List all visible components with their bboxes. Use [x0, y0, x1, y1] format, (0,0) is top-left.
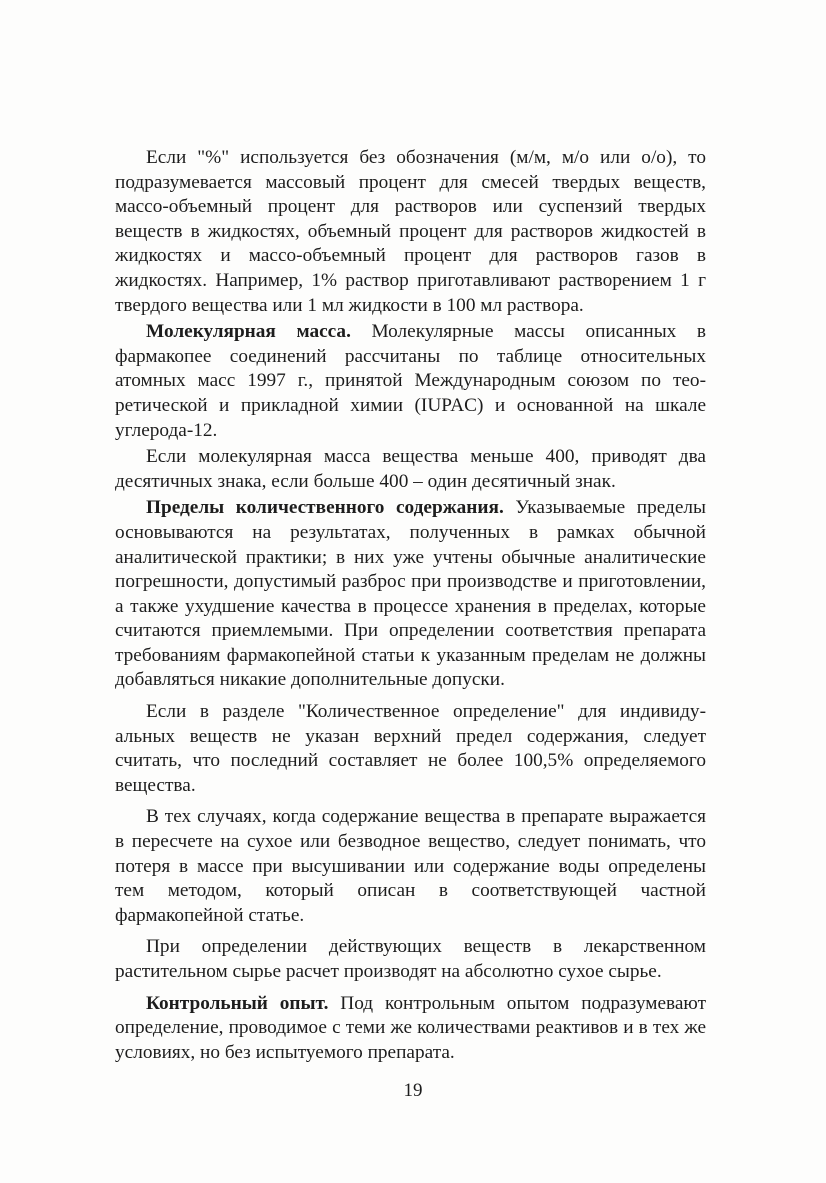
- page-number: 19: [403, 1080, 423, 1101]
- paragraph-text: Если в разделе "Количественное определение" для индивидуальных веществ не указан верхний предел содержания, следует считать, что последний составляет не более 100,5% определяемого вещества.: [115, 701, 706, 796]
- paragraph-text: В тех случаях, когда содержание вещества в препарате выражается в пересчете на сухое или безводное вещество, следует понимать, что потеря в массе при высушивании или содержание воды определены тем методом, который описан в соответствующей частной фармакопейной статье.: [115, 806, 706, 926]
- paragraph-decimal-places: [115, 445, 706, 494]
- paragraph-dry-basis: [115, 805, 706, 928]
- paragraph-plant-material: [115, 935, 706, 984]
- paragraph-text: Молекулярные массы описанных в фармакопее соединений рассчитаны по таблице относительных атомных масс 1997 г., принятой Международным союзом по теоретической и прикладной химии (IUPAC) и основанной на шкале углерода-12.: [115, 321, 706, 441]
- paragraph-percent-notation: [115, 146, 706, 318]
- paragraph-molecular-mass: [115, 320, 706, 443]
- body-text: [115, 146, 706, 1067]
- paragraph-term: Контрольный опыт.: [146, 992, 329, 1014]
- paragraph-upper-limit: [115, 700, 706, 798]
- paragraph-text: Указываемые пределы основываются на результатах, полученных в рамках обычной аналитической практики; в них уже учтены обычные аналитические погрешности, допустимый разброс при производстве и приготовлении, а также ухудшение качества в процессе хранения в пределах, которые считаются приемлемыми. При определении соответствия препарата требованиям фармакопейной статьи к указанным пределам не должны добавляться никакие дополнительные допуски.: [115, 497, 706, 691]
- paragraph-control-experiment: [115, 992, 706, 1066]
- paragraph-text: Если "%" используется без обозначения (м/м, м/о или о/о), то подразумевается массовый процент для смесей твердых веществ, массо-объемный процент для растворов или суспензий твердых веществ в жидкостях, объемный процент для растворов жидкостей в жидкостях и массо-объемный процент для растворов газов в жидкостях. Например, 1% раствор приготавливают растворением 1 г твердого вещества или 1 мл жидкости в 100 мл раствора.: [115, 147, 706, 316]
- paragraph-term: Пределы количественного содержания.: [146, 497, 504, 519]
- paragraph-term: Молекулярная масса.: [146, 321, 351, 343]
- paragraph-text: Под контрольным опытом подразумевают определение, проводимое с теми же количествами реактивов и в тех же условиях, но без испытуемого препарата.: [115, 992, 706, 1063]
- paragraph-content-limits: [115, 496, 706, 693]
- paragraph-text: При определении действующих веществ в лекарственном растительном сырье расчет производят на абсолютно сухое сырье.: [115, 936, 706, 982]
- paragraph-text: Если молекулярная масса вещества меньше 400, приводят два десятичных знака, если больше 400 – один десятичный знак.: [115, 446, 706, 492]
